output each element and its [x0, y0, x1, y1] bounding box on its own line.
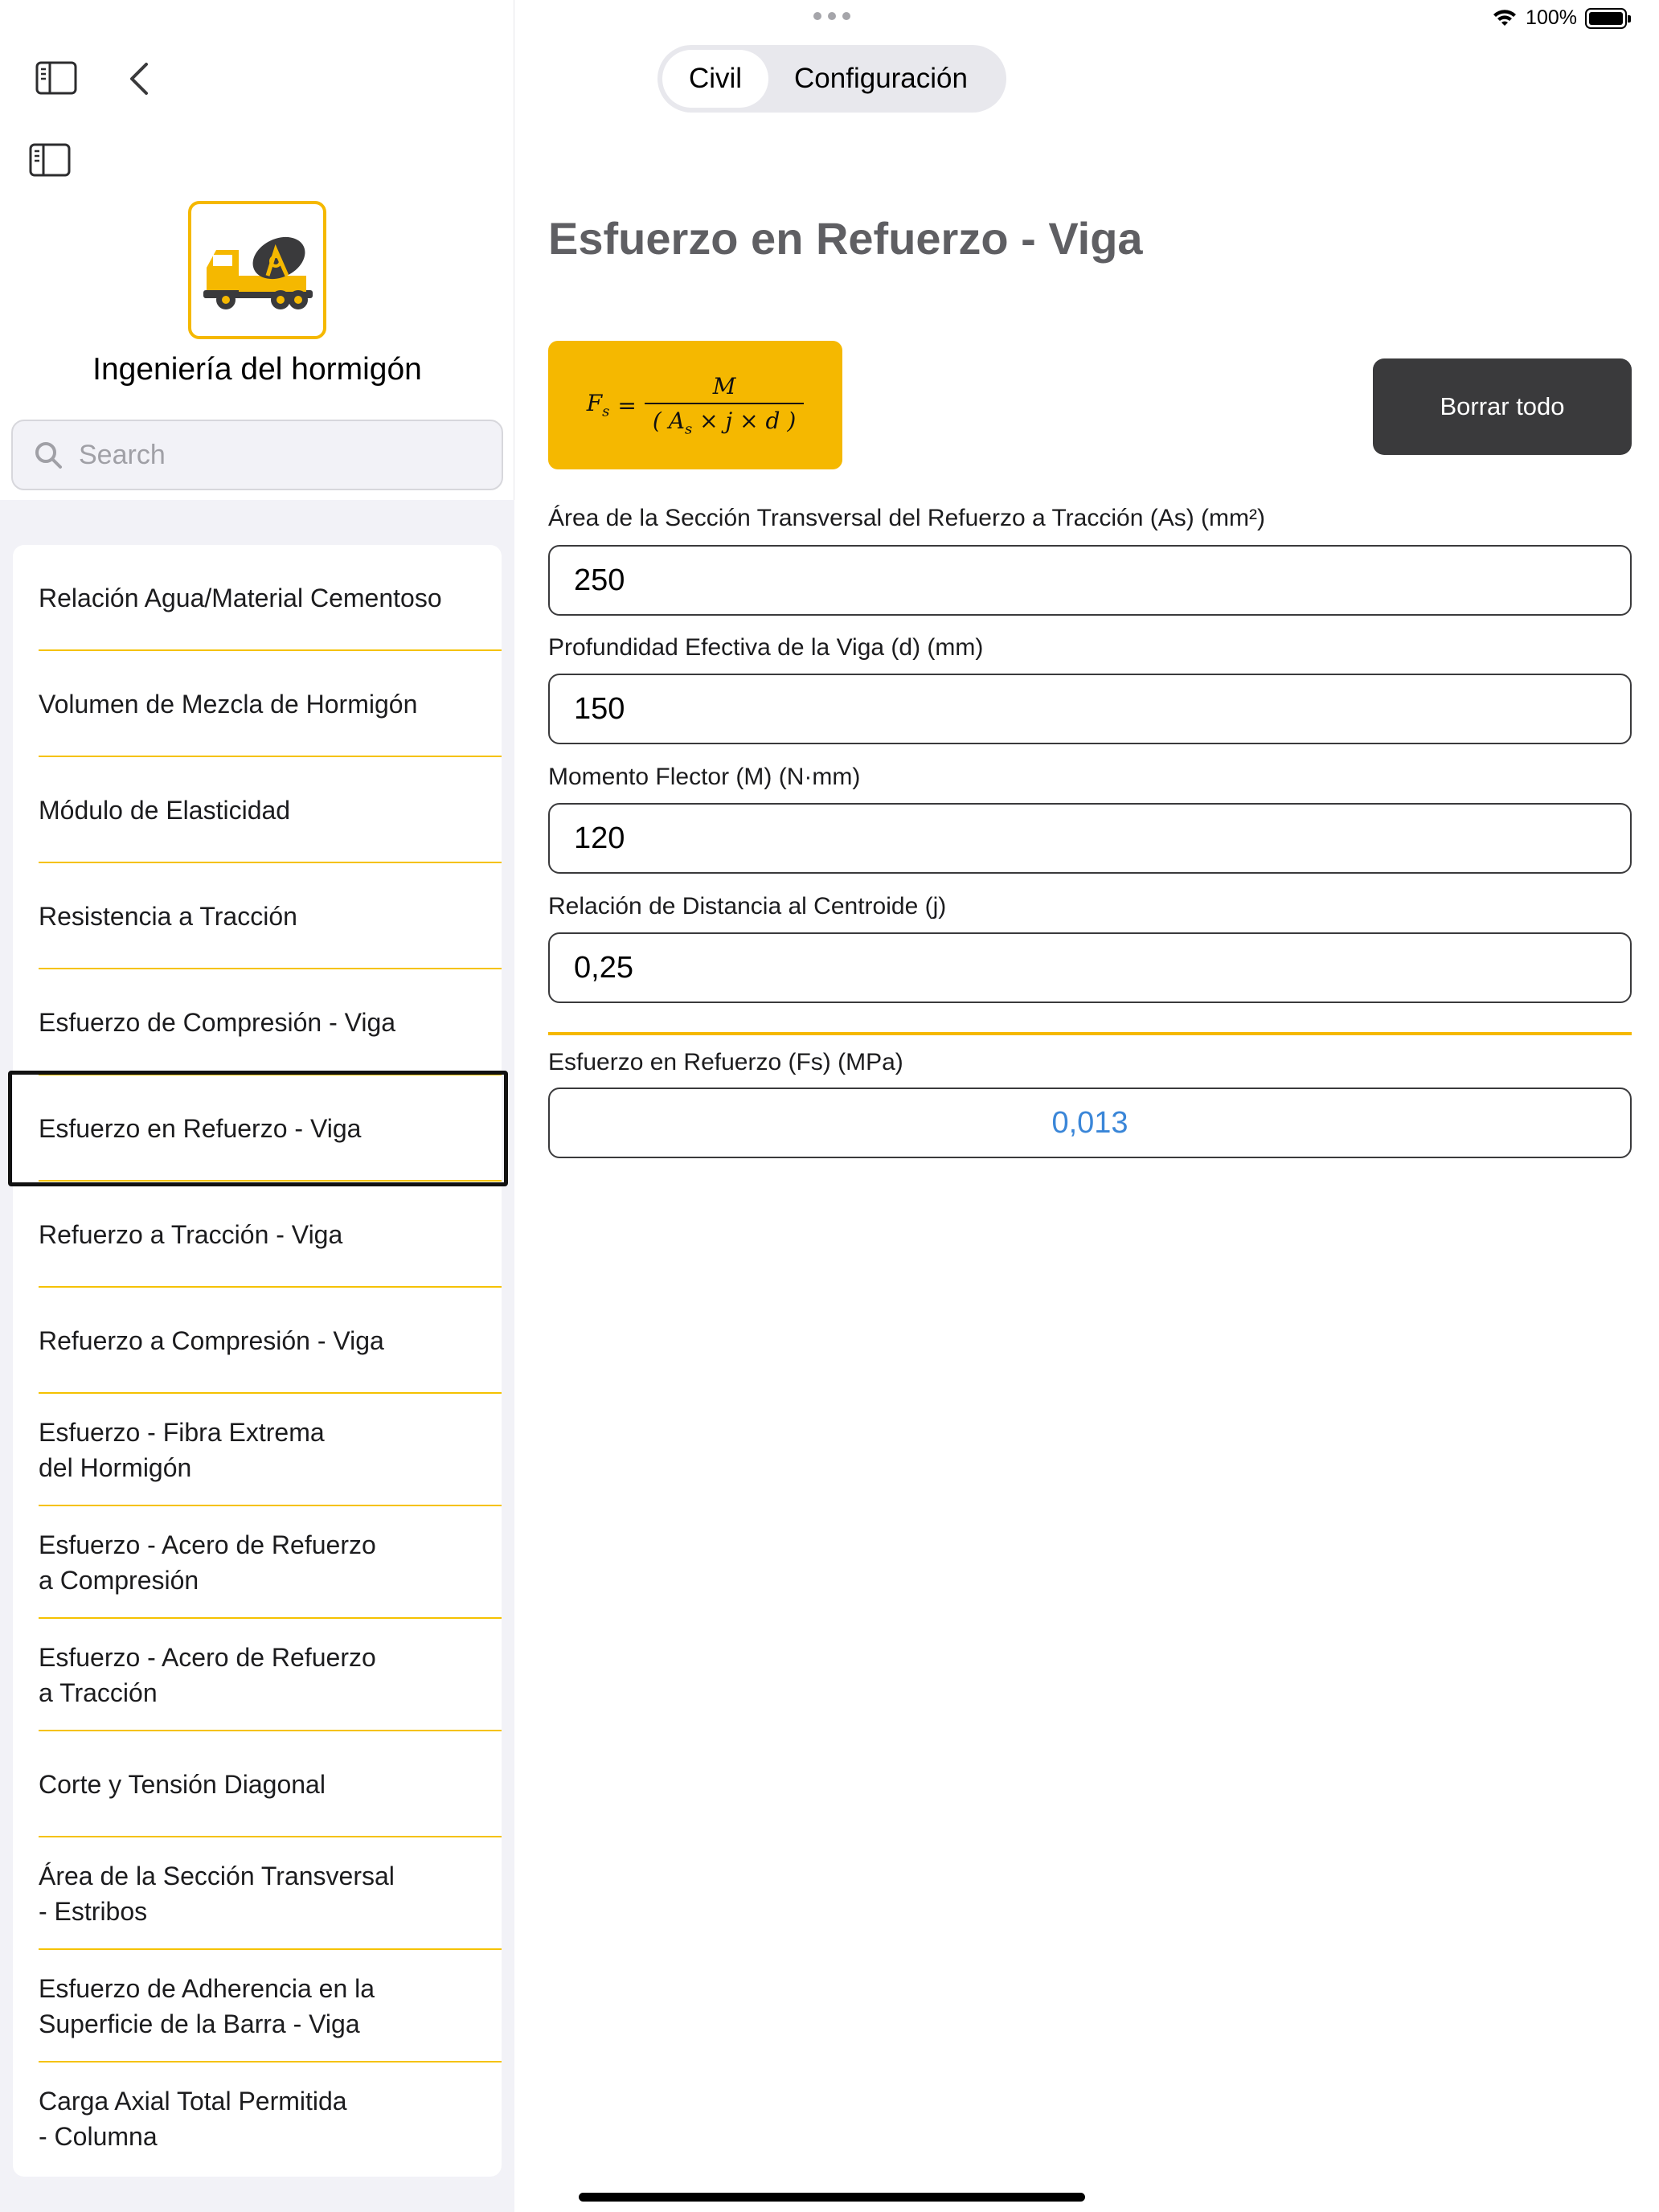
formula-card — [548, 341, 842, 469]
concrete-mixer-truck-icon — [197, 226, 317, 314]
formula-fraction — [645, 373, 804, 438]
battery-icon — [1585, 8, 1627, 29]
multitasking-menu[interactable] — [813, 12, 850, 20]
result-divider — [548, 1032, 1632, 1035]
sidebar-item-label: Esfuerzo de Compresión - Viga — [39, 1008, 396, 1037]
sidebar-item-label: Resistencia a Tracción — [39, 902, 297, 931]
result-output: 0,013 — [548, 1088, 1632, 1158]
home-indicator[interactable] — [579, 2193, 1085, 2202]
formula: $F_s$ = M ( $A_s \times j \times d$ ) — [587, 373, 805, 438]
formula-denominator: ( $A_s \times j \times d$ ) — [645, 403, 804, 438]
sidebar-item[interactable] — [13, 651, 502, 757]
sidebar-item-label: Módulo de Elasticidad — [39, 796, 291, 825]
sidebar-item[interactable] — [13, 1731, 502, 1837]
search-icon — [32, 439, 64, 471]
sidebar-item-label: Refuerzo a Compresión - Viga — [39, 1326, 384, 1355]
sidebar-item-label: Volumen de Mezcla de Hormigón — [39, 690, 418, 719]
sidebar-item-label: Esfuerzo - Acero de Refuerzo a Tracción — [39, 1643, 376, 1707]
field-label-area: Área de la Sección Transversal del Refuerzo a Tracción (As) (mm²) — [548, 505, 1265, 531]
battery-percent: 100% — [1526, 6, 1577, 29]
formula-numerator: M — [712, 372, 736, 399]
tab-configuracion[interactable]: Configuración — [794, 63, 968, 94]
sidebar-item-label: Refuerzo a Tracción - Viga — [39, 1220, 343, 1249]
sidebar-item-label: Corte y Tensión Diagonal — [39, 1770, 326, 1799]
moment-input[interactable]: 120 — [548, 803, 1632, 874]
sidebar-item[interactable] — [13, 1837, 502, 1950]
field-label-moment: Momento Flector (M) (N·mm) — [548, 764, 861, 790]
sidebar-item-label: Relación Agua/Material Cementoso — [39, 584, 442, 612]
sidebar-item-label: Esfuerzo de Adherencia en la Superficie de la Barra - Viga — [39, 1974, 375, 2038]
sidebar-toggle-icon[interactable] — [35, 61, 77, 95]
sidebar — [0, 0, 514, 2212]
sidebar-item[interactable] — [13, 1394, 502, 1506]
sidebar-item[interactable] — [13, 1950, 502, 2062]
sidebar-item[interactable] — [13, 1288, 502, 1394]
sidebar-item-label: Área de la Sección Transversal - Estribos — [39, 1862, 395, 1926]
top-segmented-control — [657, 45, 1006, 113]
formula-lhs: $F_s$ — [586, 390, 610, 420]
app-logo — [188, 201, 326, 339]
wifi-icon — [1492, 8, 1518, 29]
result-label: Esfuerzo en Refuerzo (Fs) (MPa) — [548, 1049, 903, 1075]
sidebar-item[interactable] — [13, 545, 502, 651]
sidebar-item-label: Esfuerzo - Acero de Refuerzo a Compresión — [39, 1530, 376, 1595]
tab-civil[interactable]: Civil — [662, 50, 768, 108]
search-bar[interactable] — [11, 420, 503, 490]
field-label-ratio: Relación de Distancia al Centroide (j) — [548, 893, 947, 920]
sidebar-item-label: Esfuerzo - Fibra Extrema del Hormigón — [39, 1418, 325, 1482]
selected-item-outline — [8, 1071, 508, 1186]
clear-all-button[interactable]: Borrar todo — [1373, 358, 1632, 455]
sidebar-item[interactable] — [13, 969, 502, 1075]
depth-input[interactable]: 150 — [548, 674, 1632, 744]
app-name: Ingeniería del hormigón — [92, 352, 422, 387]
ratio-input[interactable]: 0,25 — [548, 932, 1632, 1003]
search-placeholder: Search — [79, 439, 166, 470]
sidebar-item[interactable] — [13, 863, 502, 969]
sidebar-item[interactable] — [13, 1506, 502, 1619]
sidebar-item[interactable] — [13, 757, 502, 863]
status-indicators — [1492, 6, 1627, 30]
sidebar-item[interactable] — [13, 2062, 502, 2175]
back-chevron-icon[interactable] — [125, 61, 153, 96]
sidebar-toggle-secondary-icon[interactable] — [29, 143, 71, 177]
calculator-list — [13, 545, 502, 2177]
area-input[interactable]: 250 — [548, 545, 1632, 616]
page-title: Esfuerzo en Refuerzo - Viga — [548, 213, 1143, 264]
sidebar-item-label: Esfuerzo en Refuerzo - Viga — [39, 1114, 362, 1143]
sidebar-item[interactable] — [13, 1182, 502, 1288]
sidebar-item-label: Carga Axial Total Permitida - Columna — [39, 2087, 347, 2151]
field-label-depth: Profundidad Efectiva de la Viga (d) (mm) — [548, 634, 984, 661]
sidebar-item[interactable] — [13, 1619, 502, 1731]
